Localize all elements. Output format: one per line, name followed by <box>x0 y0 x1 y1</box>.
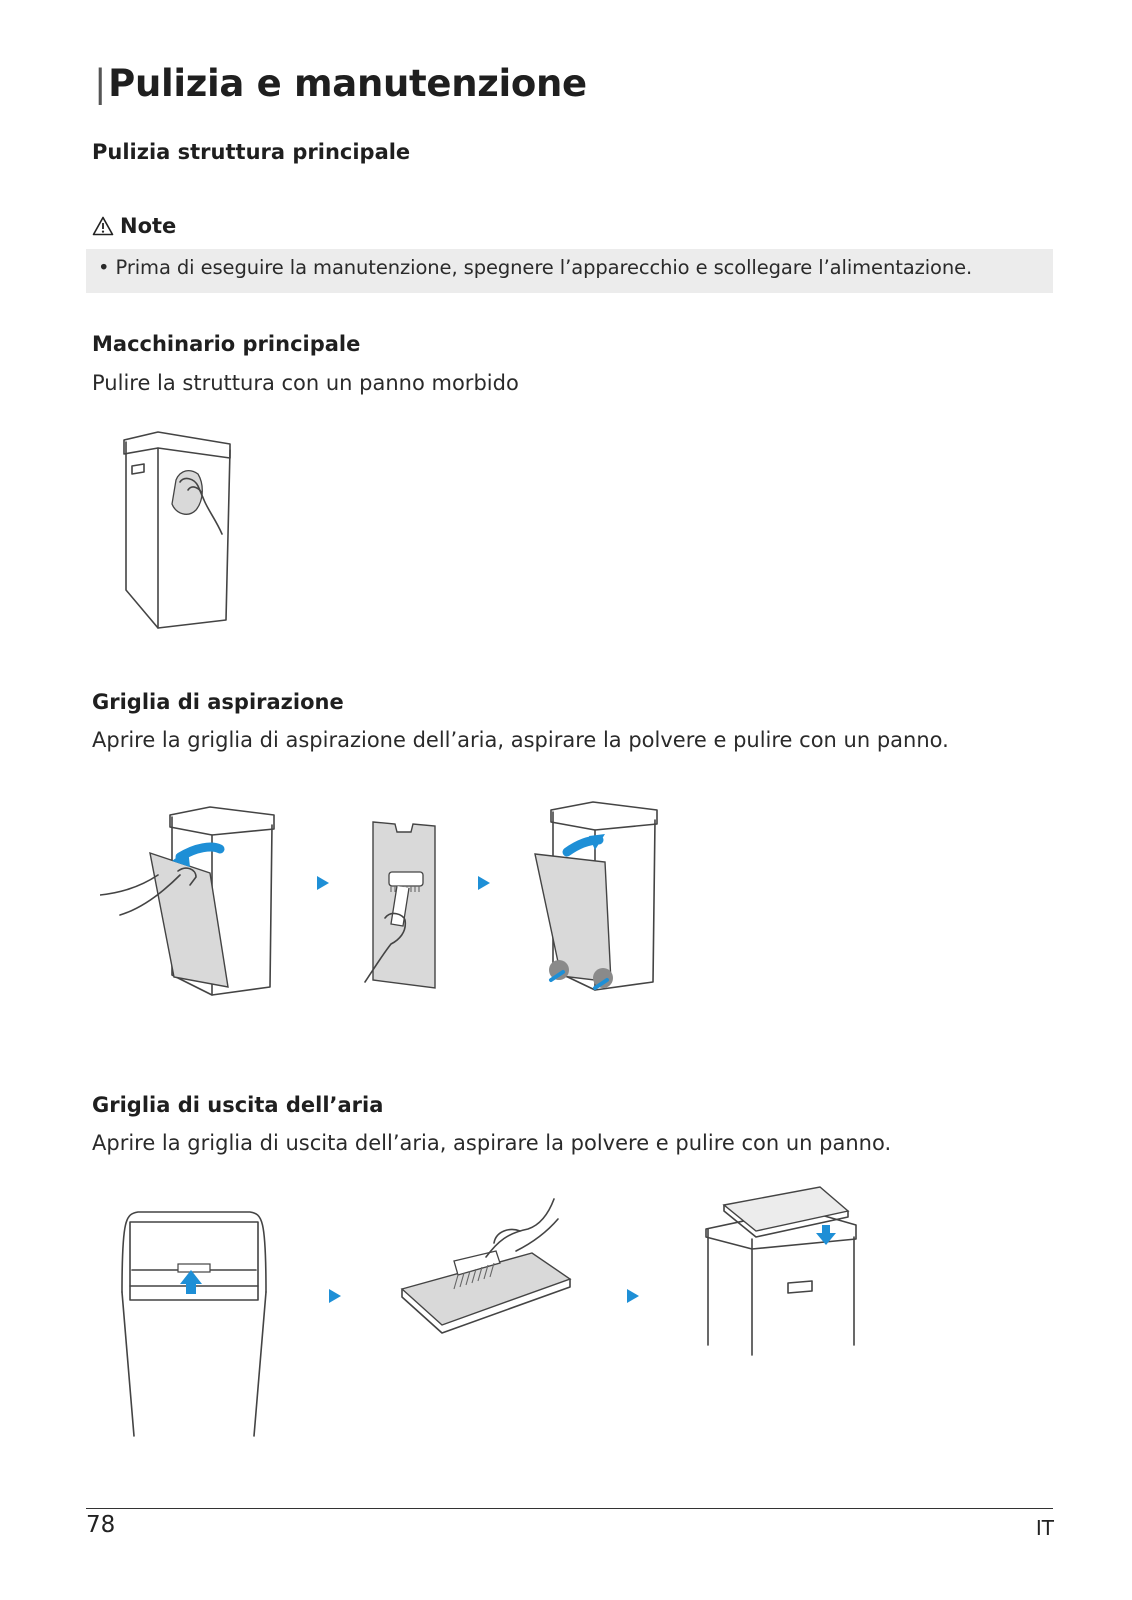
outlet-step-vacuum-illustration <box>398 1195 578 1345</box>
warning-triangle-icon <box>92 216 114 236</box>
language-code: IT <box>1035 1516 1054 1540</box>
footer-divider <box>86 1508 1053 1509</box>
page-title-text: Pulizia e manutenzione <box>108 62 587 105</box>
main-body-text: Pulire la struttura con un panno morbido <box>92 371 519 395</box>
note-text: • Prima di eseguire la manutenzione, spegnere l’apparecchio e scollegare l’alimentazione. <box>98 256 973 279</box>
main-body-heading: Macchinario principale <box>92 332 361 356</box>
outlet-grille-text: Aprire la griglia di uscita dell’aria, aspirare la polvere e pulire con un panno. <box>92 1131 892 1155</box>
page-title <box>94 62 587 105</box>
step-arrow-icon <box>626 1288 640 1304</box>
section-title: Pulizia struttura principale <box>92 140 411 164</box>
intake-grille-text: Aprire la griglia di aspirazione dell’aria, aspirare la polvere e pulire con un panno. <box>92 728 949 752</box>
intake-step-open-illustration <box>100 805 290 1005</box>
step-arrow-icon <box>328 1288 342 1304</box>
outlet-step-close-illustration <box>700 1185 865 1370</box>
outlet-step-open-illustration <box>118 1208 273 1438</box>
intake-step-vacuum-illustration <box>355 820 455 1000</box>
outlet-grille-heading: Griglia di uscita dell’aria <box>92 1093 384 1117</box>
note-heading <box>92 214 176 238</box>
main-body-cleaning-illustration <box>118 430 238 630</box>
note-heading-text: Note <box>120 214 177 238</box>
step-arrow-icon <box>316 875 330 891</box>
page-number: 78 <box>86 1512 116 1538</box>
intake-step-close-illustration <box>525 800 675 1005</box>
step-arrow-icon <box>477 875 491 891</box>
intake-grille-heading: Griglia di aspirazione <box>92 690 344 714</box>
title-bar: | <box>94 62 107 105</box>
